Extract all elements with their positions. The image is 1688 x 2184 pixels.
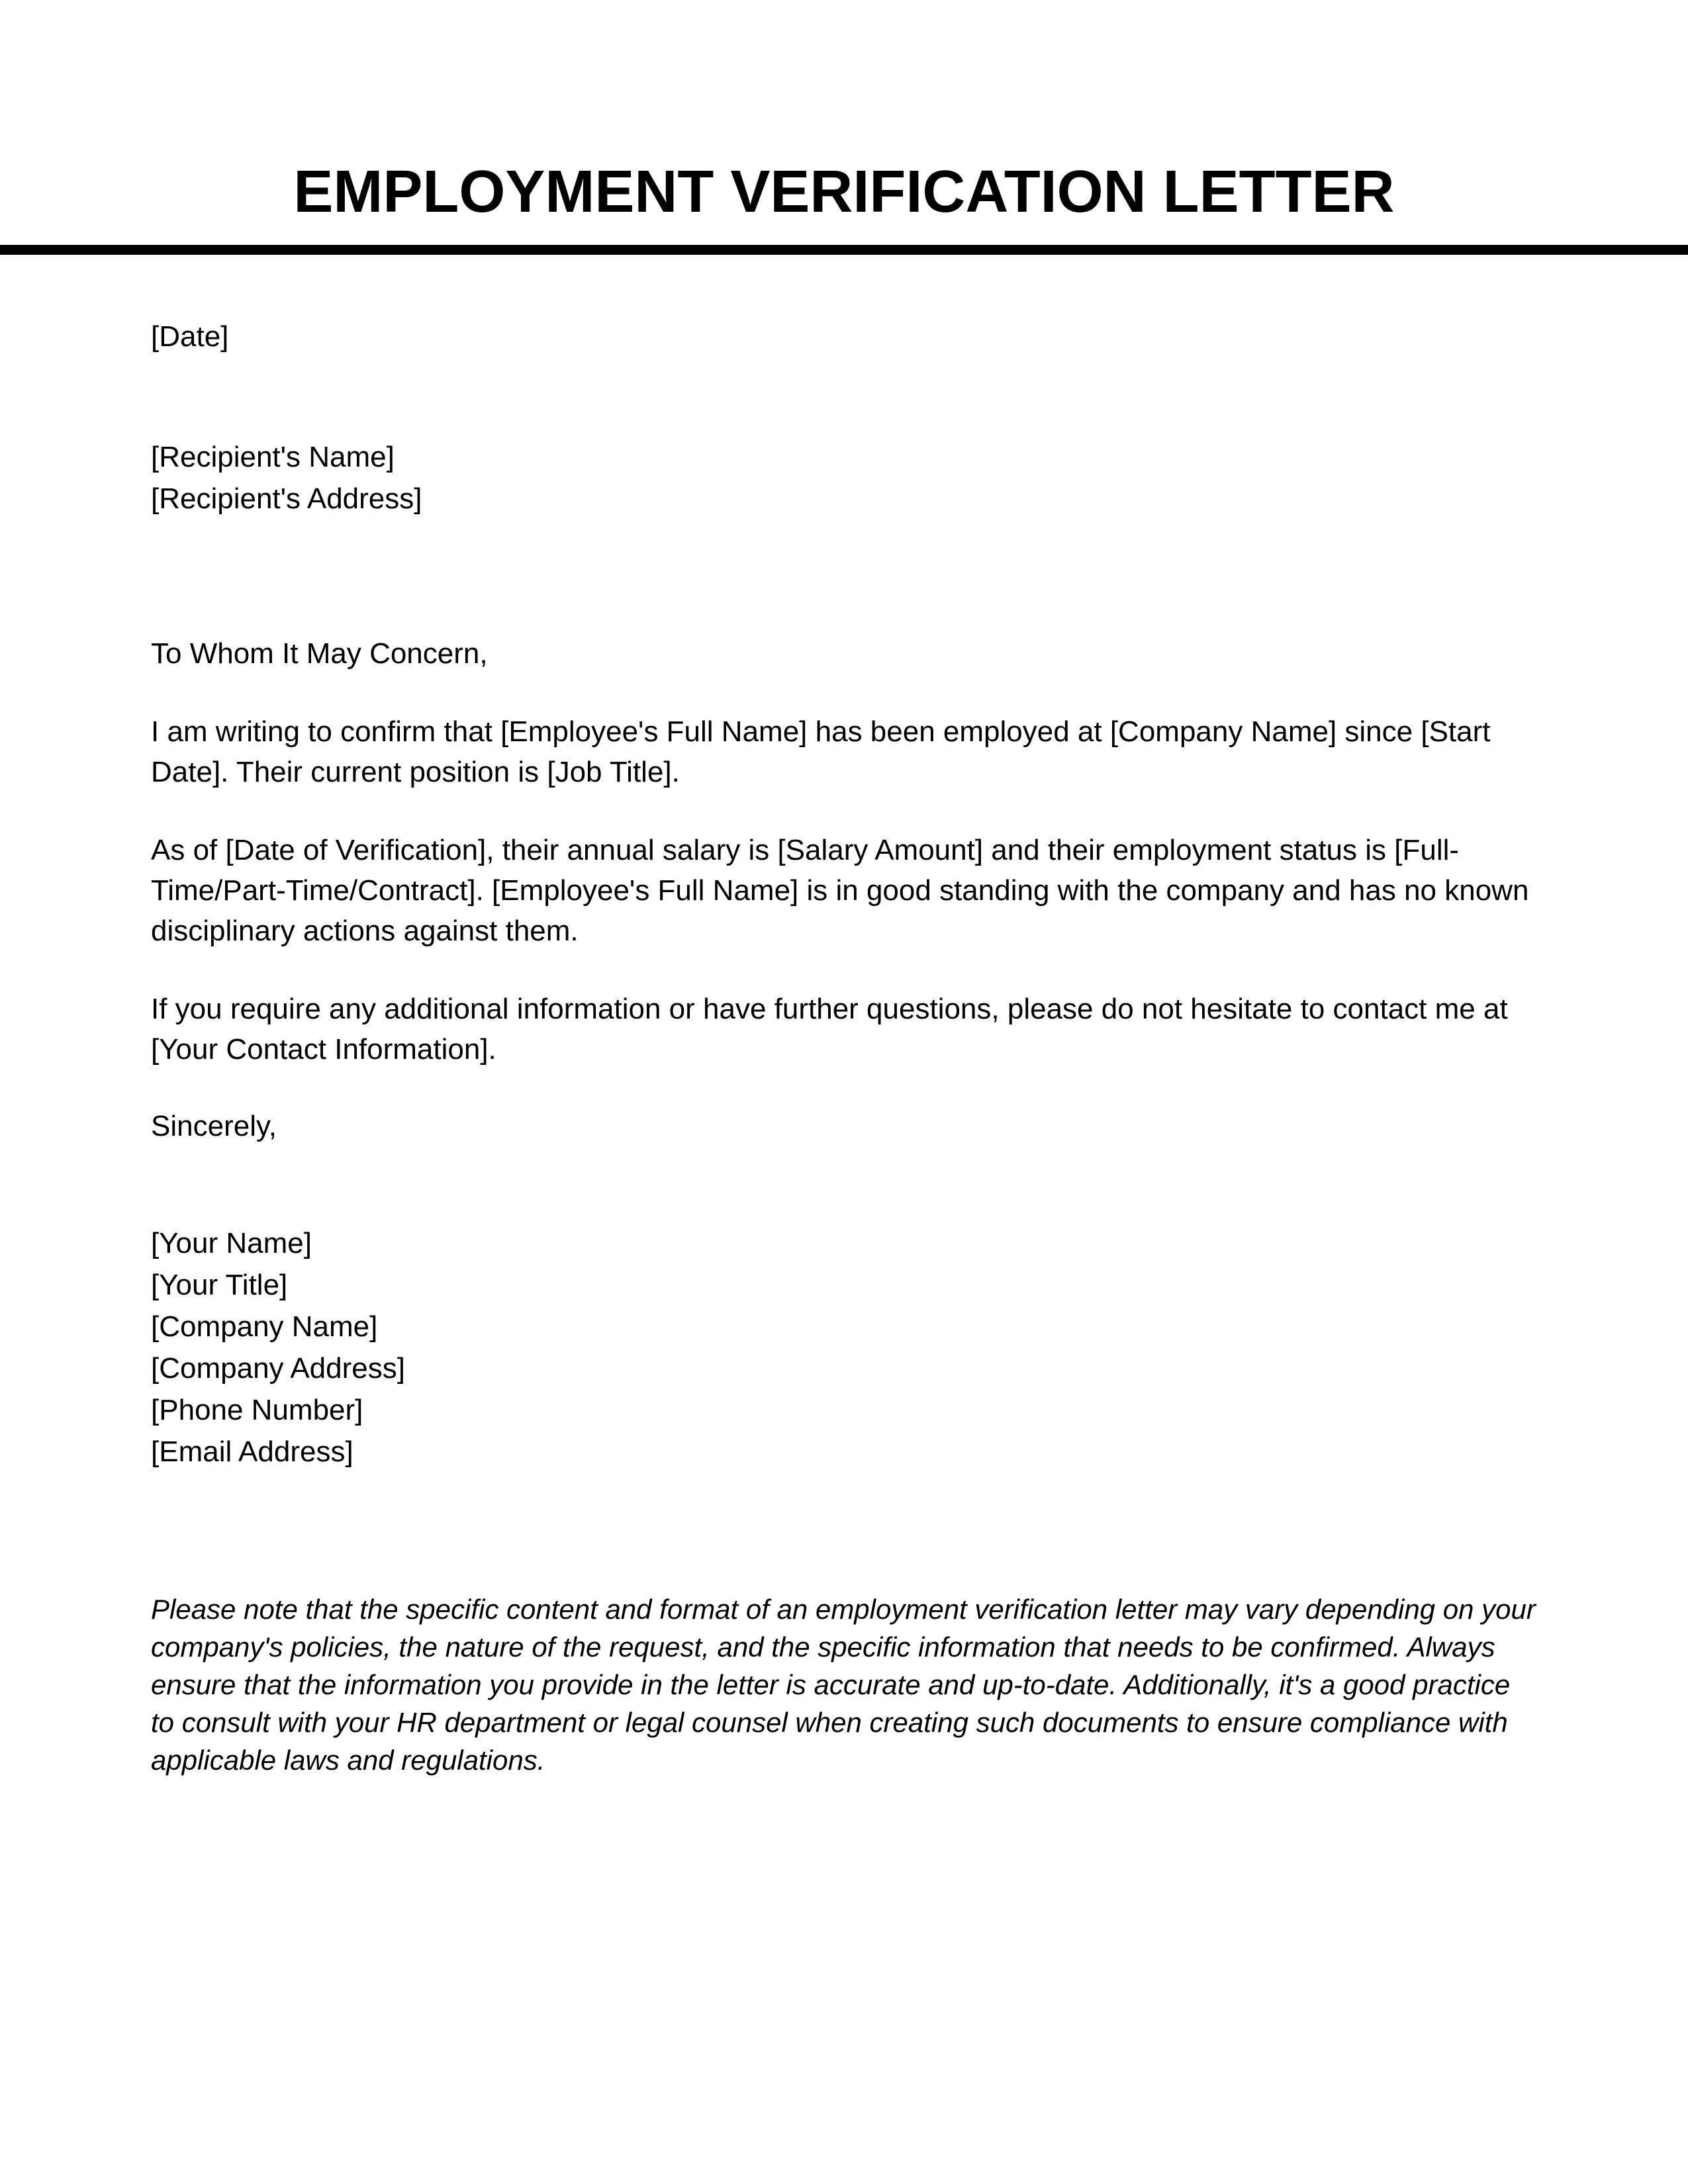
signature-block	[151, 1222, 1536, 1473]
signature-company-address: [Company Address]	[151, 1352, 405, 1385]
signature-your-name: [Your Name]	[151, 1227, 312, 1259]
page-title: EMPLOYMENT VERIFICATION LETTER	[293, 159, 1395, 225]
signature-company-name: [Company Name]	[151, 1310, 378, 1343]
closing-line: Sincerely,	[151, 1110, 277, 1142]
body-paragraph-2: As of [Date of Verification], their annual salary is [Salary Amount] and their employment status is [Full-Time/Part-Time/Contract]. [Employee's Full Name] is in good standing with the company and has no known disciplinary actions against them.	[151, 834, 1529, 947]
title-divider-rule	[0, 245, 1688, 255]
signature-your-title: [Your Title]	[151, 1269, 288, 1301]
recipient-name: [Recipient's Name]	[151, 441, 395, 473]
signature-phone-number: [Phone Number]	[151, 1394, 363, 1426]
body-paragraph-3: If you require any additional information or have further questions, please do not hesitate to contact me at [Your Contact Information].	[151, 993, 1508, 1066]
salutation: To Whom It May Concern,	[151, 637, 488, 670]
date-placeholder: [Date]	[151, 320, 229, 353]
signature-email-address: [Email Address]	[151, 1435, 353, 1468]
recipient-address: [Recipient's Address]	[151, 482, 422, 515]
disclaimer-note: Please note that the specific content and format of an employment verification letter may vary depending on your company's policies, the nature of the request, and the specific information that needs to be confirmed. Always ensure that the information you provide in the letter is accurate and up-to-date. Additionally, it's a good practice to consult with your HR department or legal counsel when creating such documents to ensure compliance with applicable laws and regulations.	[151, 1594, 1536, 1776]
letter-body	[0, 255, 1688, 1779]
recipient-block	[151, 436, 1536, 520]
body-paragraph-1: I am writing to confirm that [Employee's Full Name] has been employed at [Company Name] since [Start Date]. Their current position is [Job Title].	[151, 715, 1491, 788]
